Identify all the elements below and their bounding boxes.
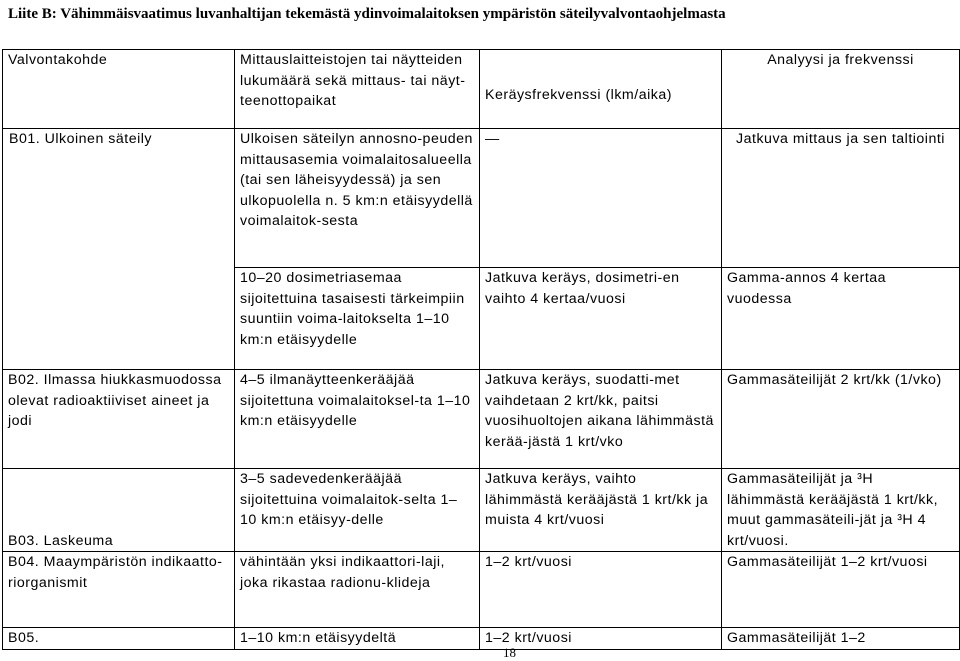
- analysis-cell: Gammasäteilijät 1–2: [722, 628, 960, 650]
- places-cell: vähintään yksi indikaattori-laji, joka rikastaa radionu-klideja: [235, 552, 480, 628]
- frequency-cell: Jatkuva keräys, vaihto lähimmästä kerääjästä 1 krt/kk ja muista 4 krt/vuosi: [480, 469, 722, 552]
- analysis-cell: Jatkuva mittaus ja sen taltiointi: [722, 129, 960, 268]
- table-row: [3, 370, 960, 469]
- places-cell: 1–10 km:n etäisyydeltä: [235, 628, 480, 650]
- target-b05: B05.: [3, 628, 235, 650]
- places-cell: 3–5 sadevedenkerääjää sijoitettuina voimalaitok-selta 1–10 km:n etäisyy-delle: [235, 469, 480, 552]
- page-title: Liite B: Vähimmäisvaatimus luvanhaltijan tekemästä ydinvoimalaitoksen ympäristön säteilyvalvontaohjelmasta: [8, 6, 726, 22]
- table-row: [3, 628, 960, 650]
- analysis-cell: Gammasäteilijät 1–2 krt/vuosi: [722, 552, 960, 628]
- monitoring-table: [2, 49, 960, 650]
- analysis-cell: Gammasäteilijät 2 krt/kk (1/vko): [722, 370, 960, 469]
- target-b03: B03. Laskeuma: [3, 469, 235, 552]
- dash-mark: —: [485, 131, 500, 147]
- places-cell: 4–5 ilmanäytteenkerääjää sijoitettuna voimalaitoksel-ta 1–10 km:n etäisyydelle: [235, 370, 480, 469]
- header-target: Valvontakohde: [3, 50, 235, 129]
- frequency-cell: 1–2 krt/vuosi: [480, 628, 722, 650]
- table-row: [3, 552, 960, 628]
- analysis-cell: Gammasäteilijät ja ³H lähimmästä kerääjästä 1 krt/kk, muut gammasäteili-jät ja ³H 4 krt/vuosi.: [722, 469, 960, 552]
- frequency-cell: Jatkuva keräys, dosimetri-en vaihto 4 kertaa/vuosi: [480, 268, 722, 370]
- target-b02: B02. Ilmassa hiukkasmuodossa olevat radioaktiiviset aineet ja jodi: [3, 370, 235, 469]
- table-row: [3, 129, 960, 268]
- frequency-cell: Jatkuva keräys, suodatti-met vaihdetaan 2 krt/kk, paitsi vuosihuoltojen aikana lähimmästä kerää-jästä 1 krt/vko: [480, 370, 722, 469]
- target-b04: B04. Maaympäristön indikaatto-riorganismit: [3, 552, 235, 628]
- table-row: [3, 469, 960, 552]
- target-cell: [3, 129, 235, 370]
- header-places: Mittauslaitteistojen tai näytteiden lukumäärä sekä mittaus- tai näyt-teenottopaikat: [235, 50, 480, 129]
- page-number: 18: [503, 645, 516, 660]
- places-cell: 10–20 dosimetriasemaa sijoitettuina tasaisesti tärkeimpiin suuntiin voima-laitokselta 1–10 km:n etäisyydelle: [235, 268, 480, 370]
- frequency-cell: [480, 129, 722, 268]
- frequency-cell: 1–2 krt/vuosi: [480, 552, 722, 628]
- header-analysis: Analyysi ja frekvenssi: [722, 50, 960, 129]
- analysis-cell: Gamma-annos 4 kertaa vuodessa: [722, 268, 960, 370]
- header-frequency: Keräysfrekvenssi (lkm/aika): [480, 50, 722, 129]
- header-row: [3, 50, 960, 129]
- target-b01: B01. Ulkoinen säteily: [9, 131, 152, 147]
- places-cell: Ulkoisen säteilyn annosno-peuden mittausasemia voimalaitosalueella (tai sen läheisyydessä) ja sen ulkopuolella n. 5 km:n etäisyydellä voimalaitok-sesta: [235, 129, 480, 268]
